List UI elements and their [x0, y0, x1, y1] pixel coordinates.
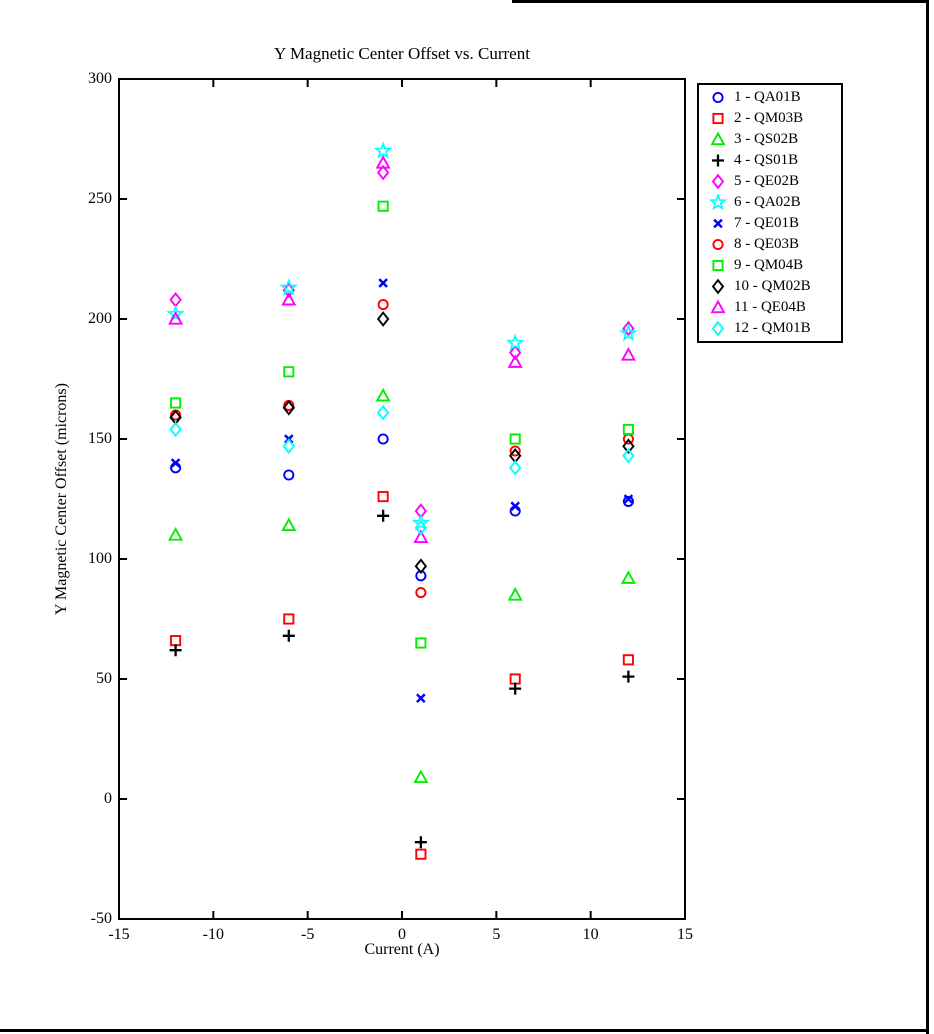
series-QA02B: [169, 144, 636, 529]
legend-item: [699, 236, 841, 253]
x-tick-label: 10: [582, 926, 599, 943]
series-QM03B: [171, 492, 633, 859]
x-tick-label: -15: [108, 926, 130, 943]
circle-marker: [379, 300, 388, 309]
y-tick-label: 50: [96, 670, 112, 687]
diamond-marker: [171, 294, 181, 307]
legend-item: [699, 299, 841, 316]
square-marker: [511, 674, 520, 683]
series-QE03B: [171, 300, 633, 597]
x-tick-label: -5: [300, 926, 315, 943]
triangle-marker: [712, 302, 724, 313]
x-axis-label: Current (A): [364, 941, 440, 958]
star-marker: [508, 336, 522, 349]
legend-label: 1 - QA01B: [734, 89, 801, 105]
diamond-marker: [378, 406, 388, 419]
triangle-marker: [283, 519, 295, 530]
legend-box: [697, 83, 843, 343]
triangle-marker: [170, 529, 182, 540]
legend-item: [699, 320, 841, 337]
legend-label: 2 - QM03B: [734, 110, 804, 126]
x-tick-label: -10: [202, 926, 224, 943]
circle-marker: [284, 470, 293, 479]
series-QM02B: [171, 313, 634, 573]
legend-item: [699, 173, 841, 190]
square-legend-icon: [708, 257, 728, 274]
x-legend-icon: [708, 215, 728, 232]
diamond-marker: [713, 322, 723, 335]
circle-marker: [713, 93, 722, 102]
plus-marker: [377, 510, 389, 522]
plus-marker: [712, 155, 724, 167]
legend-label: 3 - QS02B: [734, 131, 799, 147]
legend-item: [699, 215, 841, 232]
legend-label: 10 - QM02B: [734, 278, 811, 294]
triangle-legend-icon: [708, 299, 728, 316]
square-marker: [713, 261, 722, 270]
y-tick-label: -50: [90, 910, 112, 927]
plus-marker: [283, 630, 295, 642]
square-marker: [511, 434, 520, 443]
legend-label: 12 - QM01B: [734, 320, 811, 336]
square-marker: [171, 636, 180, 645]
y-tick-label: 200: [88, 310, 112, 327]
square-marker: [284, 367, 293, 376]
x-tick-label: 15: [677, 926, 693, 943]
series-QE01B: [172, 279, 633, 702]
star-marker: [711, 195, 725, 208]
triangle-marker: [623, 572, 635, 583]
series-QS01B: [170, 510, 635, 848]
y-tick-label: 100: [88, 550, 112, 567]
x-tick-label: 0: [398, 926, 406, 943]
square-marker: [379, 202, 388, 211]
circle-marker: [713, 240, 722, 249]
triangle-marker: [283, 294, 295, 305]
circle-legend-icon: [708, 89, 728, 106]
legend-item: [699, 89, 841, 106]
star-legend-icon: [708, 194, 728, 211]
y-tick-label: 250: [88, 190, 112, 207]
series-QE02B: [171, 166, 634, 517]
star-marker: [376, 144, 390, 157]
series-QS02B: [170, 390, 635, 782]
y-tick-label: 150: [88, 430, 112, 447]
legend-item: [699, 194, 841, 211]
plus-marker: [622, 671, 634, 683]
legend-item: [699, 131, 841, 148]
window-frame-bottom: [0, 1029, 929, 1032]
diamond-legend-icon: [708, 278, 728, 295]
window-frame-right: [926, 0, 929, 1034]
legend-label: 11 - QE04B: [734, 299, 806, 315]
diamond-marker: [378, 313, 388, 326]
circle-marker: [379, 434, 388, 443]
legend-item: [699, 257, 841, 274]
circle-legend-icon: [708, 236, 728, 253]
triangle-marker: [509, 356, 521, 367]
series-QM01B: [171, 406, 634, 534]
chart-title: Y Magnetic Center Offset vs. Current: [274, 44, 530, 63]
axes-box: [119, 79, 685, 919]
window-frame-top: [512, 0, 929, 3]
square-marker: [171, 398, 180, 407]
square-marker: [284, 614, 293, 623]
legend-item: [699, 278, 841, 295]
legend-label: 5 - QE02B: [734, 173, 799, 189]
diamond-marker: [713, 280, 723, 293]
triangle-legend-icon: [708, 131, 728, 148]
series-QM04B: [171, 202, 633, 648]
legend-label: 7 - QE01B: [734, 215, 799, 231]
square-marker: [624, 655, 633, 664]
x-marker: [379, 279, 387, 287]
diamond-legend-icon: [708, 320, 728, 337]
diamond-legend-icon: [708, 173, 728, 190]
triangle-marker: [377, 390, 389, 401]
x-tick-label: 5: [492, 926, 501, 943]
series-QE04B: [170, 157, 635, 542]
square-marker: [713, 114, 722, 123]
plus-marker: [415, 836, 427, 848]
x-marker: [714, 220, 722, 228]
legend-label: 9 - QM04B: [734, 257, 804, 273]
circle-marker: [416, 588, 425, 597]
triangle-marker: [509, 589, 521, 600]
square-legend-icon: [708, 110, 728, 127]
y-axis-label: Y Magnetic Center Offset (microns): [53, 383, 70, 615]
x-marker: [417, 694, 425, 702]
y-tick-label: 0: [104, 790, 112, 807]
legend-item: [699, 110, 841, 127]
y-tick-label: 300: [88, 70, 112, 87]
legend-label: 4 - QS01B: [734, 152, 799, 168]
triangle-marker: [415, 771, 427, 782]
triangle-marker: [623, 349, 635, 360]
square-marker: [416, 638, 425, 647]
square-marker: [416, 850, 425, 859]
square-marker: [624, 425, 633, 434]
legend-label: 6 - QA02B: [734, 194, 801, 210]
series-QA01B: [171, 434, 633, 580]
square-marker: [379, 492, 388, 501]
legend-label: 8 - QE03B: [734, 236, 799, 252]
triangle-marker: [712, 134, 724, 145]
diamond-marker: [713, 175, 723, 188]
legend-item: [699, 152, 841, 169]
plus-legend-icon: [708, 152, 728, 169]
